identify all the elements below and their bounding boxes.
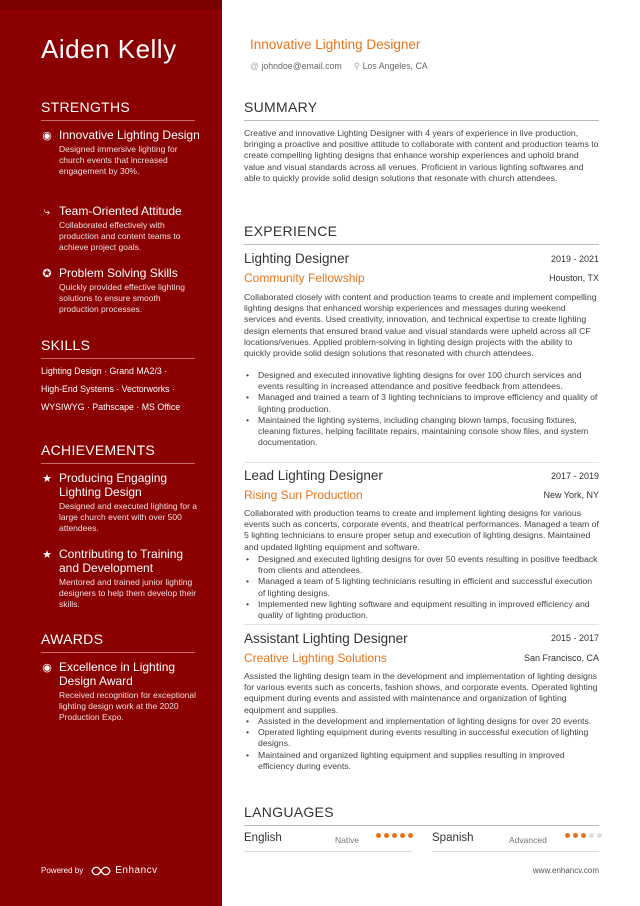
rating-dot bbox=[565, 833, 570, 838]
job-summary: Collaborated with production teams to create and implement lighting designs for various events such as concerts, corporate events, and theatrical performances. Managed a team of 5 lighting technicians to ensure proper setup and execution of lighting designs. Maintained and updated lighting equipment and software. bbox=[244, 508, 599, 552]
candidate-name: Aiden Kelly bbox=[41, 34, 177, 64]
location bbox=[354, 61, 428, 72]
job-title: Assistant Lighting Designer bbox=[244, 631, 408, 646]
list-item: • Managed a team of 5 lighting technicians resulting in efficient and successful execution of lighting designs. bbox=[244, 576, 599, 598]
divider bbox=[244, 825, 599, 826]
experience-heading: EXPERIENCE bbox=[244, 223, 338, 239]
headline: Innovative Lighting Designer bbox=[250, 37, 421, 52]
job-location: New York, NY bbox=[543, 490, 599, 500]
job-location: Houston, TX bbox=[549, 273, 599, 283]
job-title: Lighting Designer bbox=[244, 251, 350, 266]
skills-row: High-End Systems · Vectorworks · bbox=[41, 384, 175, 394]
language-rating bbox=[565, 833, 602, 838]
skills-heading: SKILLS bbox=[41, 337, 91, 353]
skills-row: Lighting Design · Grand MA2/3 · bbox=[41, 366, 168, 376]
language-name: English bbox=[244, 832, 282, 844]
divider bbox=[244, 120, 599, 121]
summary-heading: SUMMARY bbox=[244, 99, 318, 115]
job-bullets bbox=[244, 370, 599, 448]
divider bbox=[41, 463, 195, 464]
list-item: • Assisted in the development and implementation of lighting designs for over 20 events. bbox=[244, 716, 599, 727]
lightbulb-icon: ◉ bbox=[42, 130, 52, 142]
powered-by-label: Powered by bbox=[41, 866, 84, 875]
strengths-heading: STRENGTHS bbox=[41, 99, 131, 115]
award-desc: Received recognition for exceptional lighting design work at the 2020 Production Expo. bbox=[59, 690, 197, 722]
strength-desc: Collaborated effectively with production and content teams to achieve project goals. bbox=[59, 220, 181, 252]
rating-dot bbox=[376, 833, 381, 838]
job-dates: 2019 - 2021 bbox=[550, 254, 599, 264]
strength-item bbox=[41, 266, 201, 315]
rating-dot bbox=[400, 833, 405, 838]
awards-heading: AWARDS bbox=[41, 631, 104, 647]
rating-dot bbox=[597, 833, 602, 838]
job-dates: 2015 - 2017 bbox=[550, 633, 599, 643]
strength-title: Team-Oriented Attitude bbox=[59, 204, 182, 218]
rating-dot bbox=[384, 833, 389, 838]
achievement-desc: Mentored and trained junior lighting designers to help them develop their skills. bbox=[59, 577, 197, 609]
star-icon: ★ bbox=[42, 473, 52, 485]
divider bbox=[244, 244, 599, 245]
achievement-item bbox=[41, 471, 201, 534]
job-summary: Collaborated closely with content and production teams to create and implement compelling lighting designs that enhanced worship experiences and messages during weekend services and events. Used creativity, innovation, and technical expertise to create lighting design elements that ensured brand value and visual standards were upheld across all CF locations/venues. Applied problem-solving in lighting design projects with the ability to quickly provide solid design solutions that resonated with church attendees. bbox=[244, 292, 597, 359]
rating-dot bbox=[581, 833, 586, 838]
languages-heading: LANGUAGES bbox=[244, 804, 334, 820]
divider bbox=[244, 624, 599, 625]
list-item: • Designed and executed lighting designs for over 50 events resulting in positive feedback from clients and attendees. bbox=[244, 554, 599, 576]
sidebar-top-strip bbox=[0, 0, 222, 10]
achievement-title: Producing Engaging Lighting Design bbox=[59, 471, 168, 499]
achievements-heading: ACHIEVEMENTS bbox=[41, 442, 156, 458]
strength-title: Problem Solving Skills bbox=[59, 266, 178, 280]
strength-item bbox=[41, 204, 201, 253]
divider bbox=[41, 358, 195, 359]
achievement-item bbox=[41, 547, 201, 610]
divider bbox=[41, 652, 195, 653]
award-item bbox=[41, 660, 201, 723]
divider bbox=[244, 462, 599, 463]
job-location: San Francisco, CA bbox=[523, 653, 599, 663]
language-level: Native bbox=[335, 835, 360, 845]
award-icon: ✪ bbox=[42, 268, 52, 280]
job-summary: Assisted the lighting design team in the development and implementation of lighting designs for various events such as concerts, fashion shows, and corporate events. Operated lighting equipment during events and assisted with maintenance and organization of lighting equipment and supplies. bbox=[244, 671, 598, 715]
location-text: Los Angeles, CA bbox=[362, 61, 428, 71]
rating-dot bbox=[408, 833, 413, 838]
enhancv-logo-icon bbox=[91, 866, 111, 876]
lightning-icon: ⤷ bbox=[43, 206, 51, 218]
list-item: • Designed and executed innovative lighting designs for over 100 church services and events resulting in increased attendance and positive feedback from attendees. bbox=[244, 370, 599, 392]
award-title: Excellence in Lighting Design Award bbox=[59, 660, 176, 688]
strength-desc: Designed immersive lighting for church events that increased engagement by 30%. bbox=[59, 144, 178, 176]
job-dates: 2017 - 2019 bbox=[550, 471, 599, 481]
job-bullets bbox=[244, 554, 599, 621]
language-level: Advanced bbox=[509, 835, 547, 845]
at-icon: @ bbox=[250, 61, 259, 71]
strength-desc: Quickly provided effective lighting solutions to ensure smooth production processes. bbox=[59, 282, 185, 314]
divider bbox=[244, 851, 412, 852]
divider bbox=[41, 120, 195, 121]
achievement-desc: Designed and executed lighting for a large church event with over 500 attendees. bbox=[59, 501, 197, 533]
email[interactable] bbox=[250, 61, 342, 72]
company-name: Creative Lighting Solutions bbox=[244, 651, 387, 665]
list-item: • Managed and trained a team of 3 lighting technicians to improve efficiency and quality of lighting production. bbox=[244, 392, 599, 414]
skills-row: WYSIWYG · Pathscape · MS Office bbox=[41, 402, 181, 412]
rating-dot bbox=[392, 833, 397, 838]
summary-text: Creative and innovative Lighting Designer with 4 years of experience in live production, bringing a proactive and positive attitude to collaborate with content and production teams to create compelling lighting designs that enhance worship experiences and uphold brand value and visual standards across all venues. Proficient in various lighting softwares and able to quickly provide solid design solutions that resonate with church attendees. bbox=[244, 128, 599, 183]
rating-dot bbox=[573, 833, 578, 838]
contact-info bbox=[250, 61, 428, 72]
list-item: • Maintained and organized lighting equipment and supplies resulting in improved efficiency during events. bbox=[244, 750, 599, 772]
map-pin-icon: ⚲ bbox=[353, 61, 361, 71]
rating-dot bbox=[589, 833, 594, 838]
list-item: • Operated lighting equipment during events resulting in successful execution of lighting designs. bbox=[244, 727, 599, 749]
company-name: Community Fellowship bbox=[244, 271, 365, 285]
star-icon: ★ bbox=[42, 549, 52, 561]
footer-url[interactable]: www.enhancv.com bbox=[532, 866, 599, 875]
powered-by bbox=[41, 865, 158, 876]
brand-label: Enhancv bbox=[115, 865, 158, 876]
job-title: Lead Lighting Designer bbox=[244, 468, 383, 483]
company-name: Rising Sun Production bbox=[244, 488, 363, 502]
strength-item bbox=[41, 128, 201, 177]
achievement-title: Contributing to Training and Development bbox=[59, 547, 184, 575]
email-text: johndoe@email.com bbox=[261, 61, 342, 71]
language-rating bbox=[376, 833, 413, 838]
job-bullets bbox=[244, 716, 599, 772]
list-item: • Maintained the lighting systems, including changing blown lamps, focusing fixtures, cleaning fixtures, helping facilitate repairs, maintaining console show files, and system documentation. bbox=[244, 415, 599, 449]
sidebar bbox=[0, 0, 222, 906]
strength-title: Innovative Lighting Design bbox=[59, 128, 200, 142]
lightbulb-icon: ◉ bbox=[42, 662, 52, 674]
divider bbox=[432, 851, 599, 852]
list-item: • Implemented new lighting software and equipment resulting in improved efficiency and quality of lighting production. bbox=[244, 599, 599, 621]
enhancv-logo[interactable] bbox=[91, 865, 157, 876]
language-name: Spanish bbox=[432, 832, 474, 844]
